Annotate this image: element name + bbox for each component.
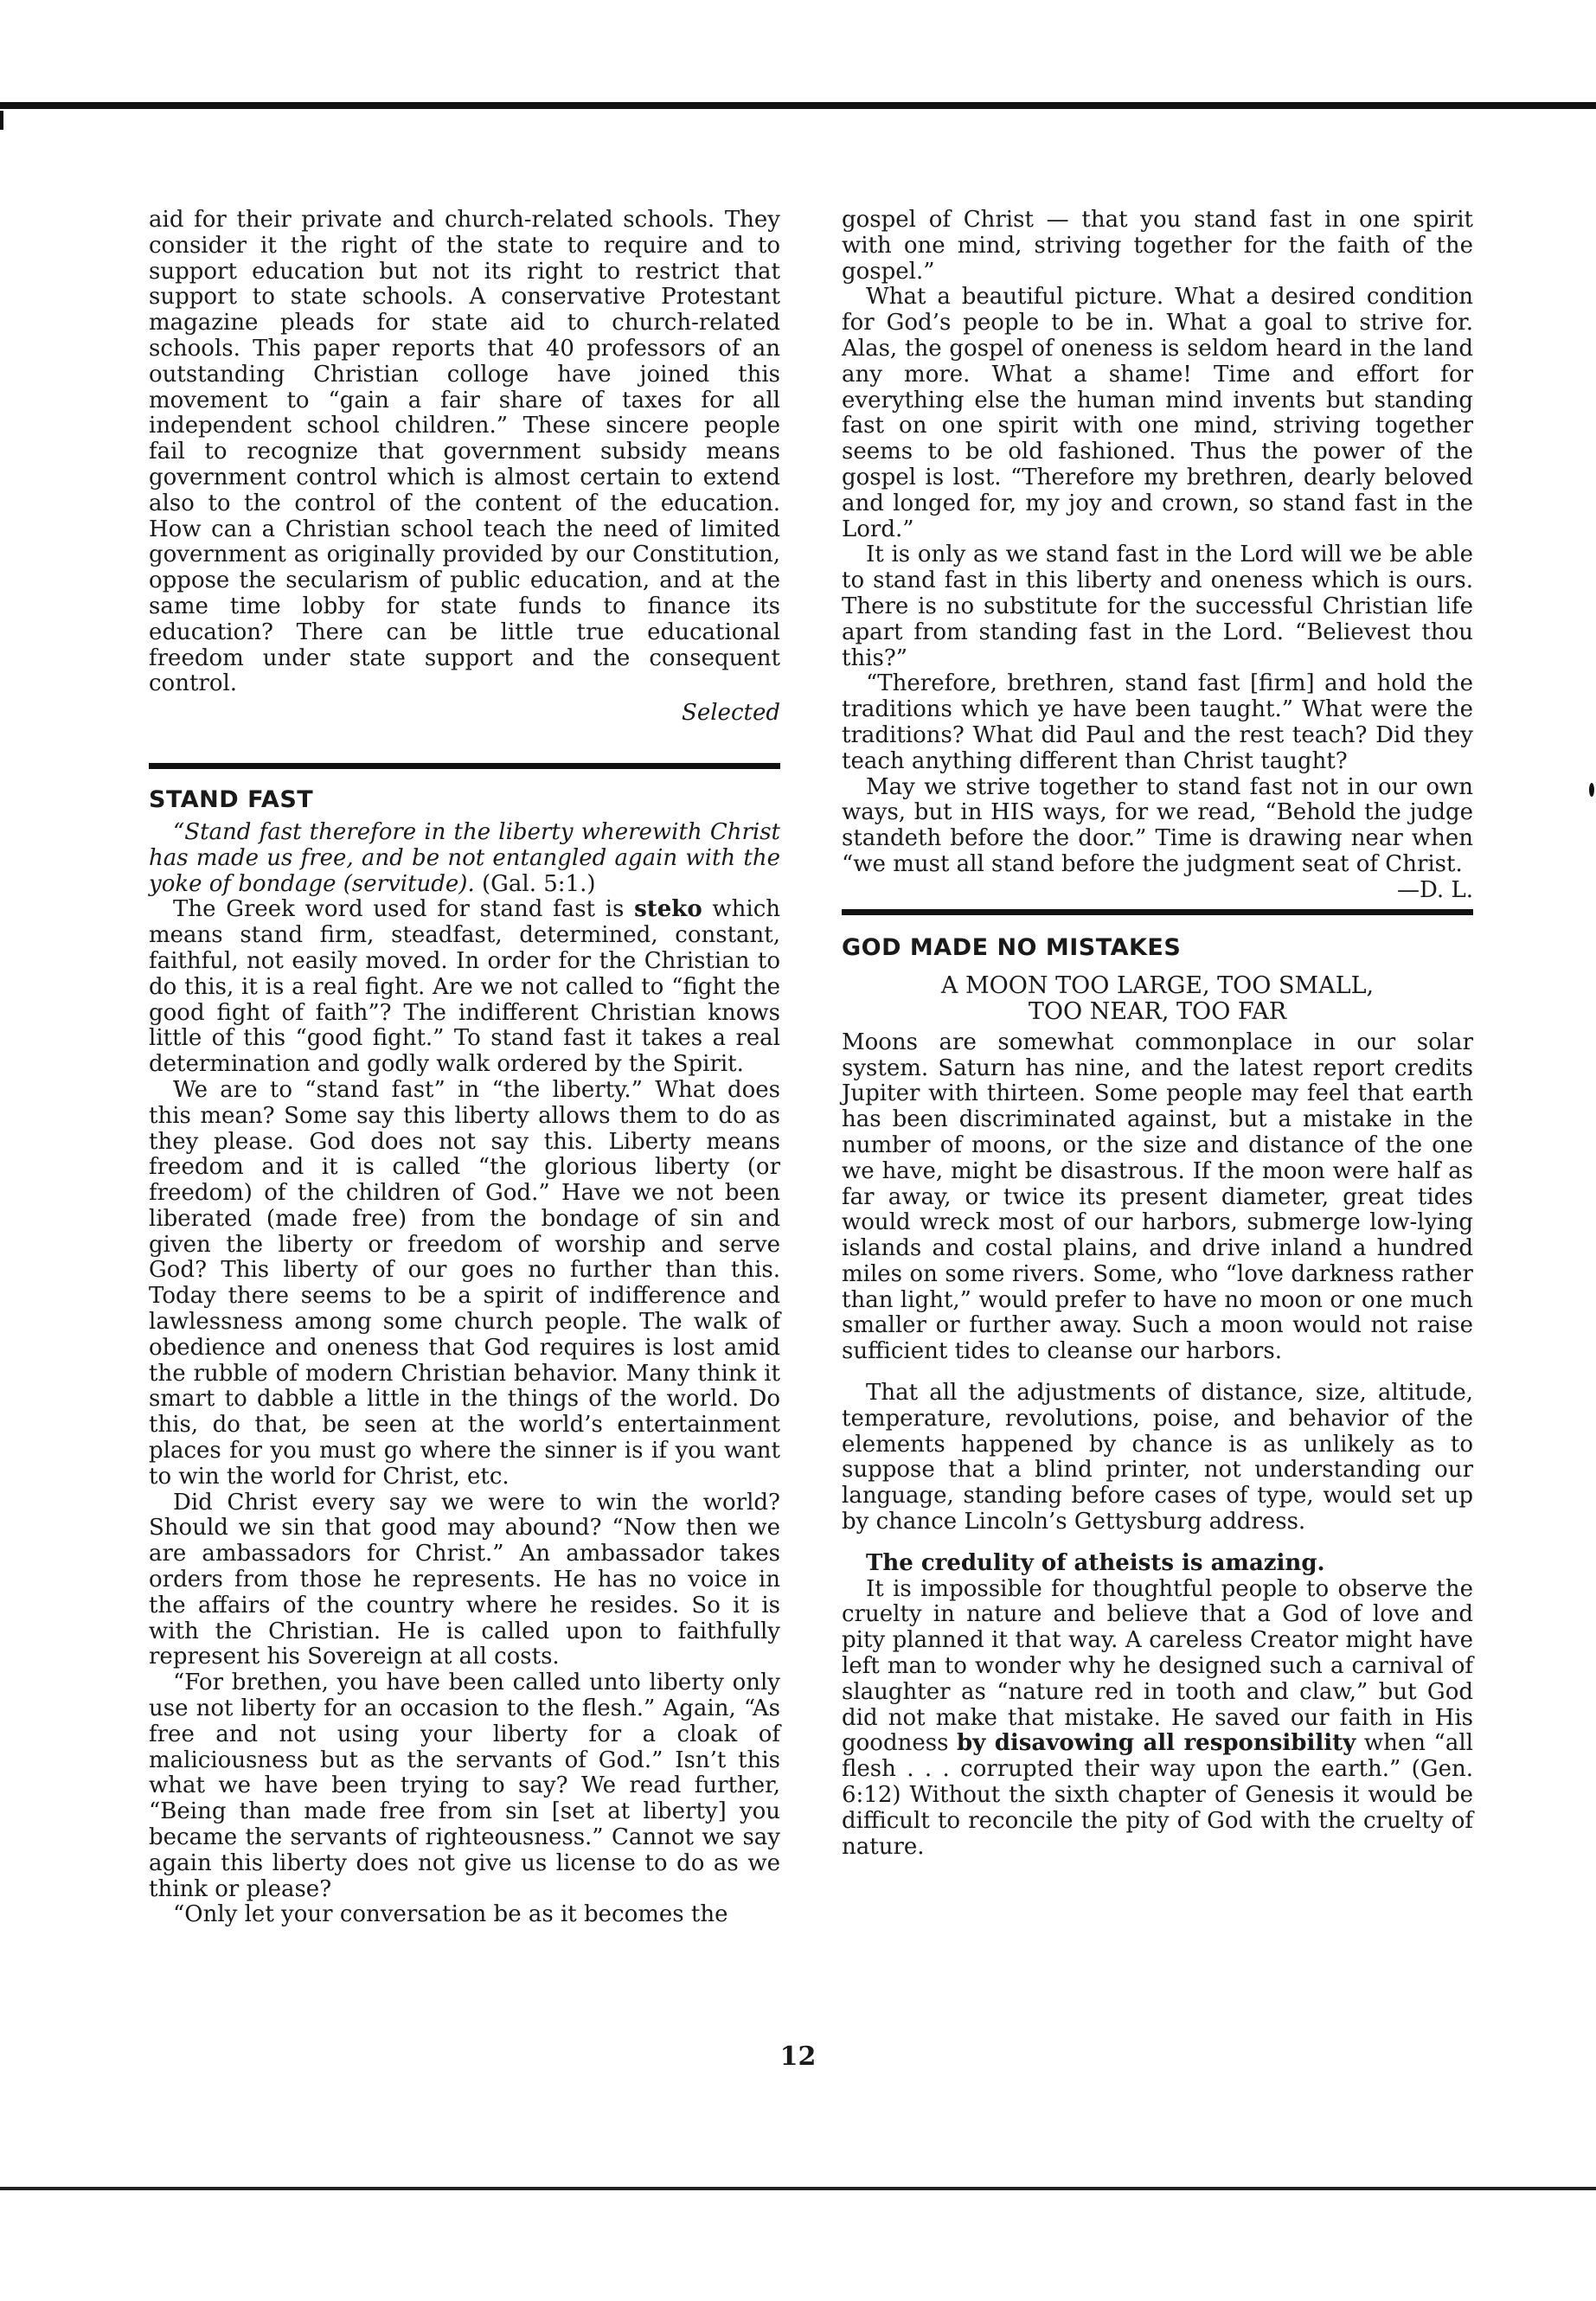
author-signature: —D. L. [1397,876,1473,903]
stand-fast-paragraph-8: “Therefore, brethren, stand fast [firm] and hold the traditions which ye have been taught.” What were the traditions? What did Paul and the rest teach? Did they teach anything different than Christ taught? [842,670,1473,774]
god-made-no-mistakes-heading: GOD MADE NO MISTAKES [842,933,1182,961]
left-column [149,208,780,1928]
right-column [842,208,1473,1860]
stand-fast-paragraph-6: What a beautiful picture. What a desired condition for God’s people to be in. What a goal to strive for. Alas, the gospel of oneness is seldom heard in the land any more. What a shame! Time and effort for everything else the human mind invents but standing fast on one spirit with one mind, striving together seems to be old fashioned. Thus the power of the gospel is lost. “Therefore my brethren, dearly beloved and longed for, my joy and crown, so stand fast in the Lord.” [842,284,1473,542]
stand-fast-heading: STAND FAST [149,785,314,813]
scripture-reference: (Gal. 5:1.) [474,870,596,897]
stand-fast-paragraph-2: We are to “stand fast” in “the liberty.” What does this mean? Some say this liberty allows them to do as they please. God does not say this. Liberty means freedom and it is called “the glorious liberty (or freedom) of the children of God.” Have we not been liberated (made free) from the bondage of sin and given the liberty or freedom of worship and serve God? This liberty of our goes no further than this. Today there seems to be a spirit of indifference and lawlessness among some church people. The walk of obedience and oneness that God requires is lost amid the rubble of modern Christian behavior. Many think it smart to dabble a little in the things of the world. Do this, do that, be seen at the world’s entertainment places for you must go where the sinner is if you want to win the world for Christ, etc. [149,1076,780,1490]
stand-fast-scripture [149,820,780,897]
p1-text-a: The Greek word used for stand fast is [173,896,635,923]
credulity-lead: The credulity of atheists is amazing. [866,1549,1325,1576]
moon-paragraph-3 [842,1577,1473,1861]
intro-signature: Selected [682,700,780,727]
moon-paragraph-3-lead [842,1551,1473,1577]
continuation-paragraph: gospel of Christ — that you stand fast in one spirit with one mind, striving together for the faith of the gospel.” [842,207,1473,285]
moon-subheading [842,973,1473,1025]
top-border-rule [0,102,1596,109]
stand-fast-paragraph-3: Did Christ every say we were to win the world? Should we sin that good may abound? “Now then we are ambassadors for Christ.” An ambassador takes orders from those he represents. He has no voice in the affairs of the country where he resides. So it is with the Christian. He is called upon to faithfully represent his Sovereign at all costs. [149,1489,780,1670]
stand-fast-paragraph-4: “For brethen, you have been called unto liberty only use not liberty for an occasion to the flesh.” Again, “As free and not using your liberty for a cloak of maliciousness but as the servants of God.” Isn’t this what we have been trying to say? We read further, “Being than made free from sin [set at liberty] you became the servants of righteousness.” Cannot we say again this liberty does not give us license to do as we think or please? [149,1670,780,1902]
page-number: 12 [779,2041,817,2072]
intro-paragraph: aid for their private and church-related schools. They consider it the right of the state to require and to support education but not its right to restrict that support to state schools. A conservative Protestant magazine pleads for state aid to church-related schools. This paper reports that 40 professors of an outstanding Christian colloge have joined this movement to “gain a fair share of taxes for all independent school children.” These sincere people fail to recognize that government subsidy means government control which is almost certain to extend also to the control of the content of the education. How can a Christian school teach the need of limited government as originally provided by our Constitution, oppose the secularism of public education, and at the same time lobby for state funds to finance its education? There can be little true educational freedom under state support and the consequent control. [149,207,780,697]
subheading-line-2: TOO NEAR, TOO FAR [1028,997,1287,1025]
scripture-quote: “Stand fast therefore in the liberty wherewith Christ has made us free, and be not entangled again with the yoke of bondage (servitude). [149,818,780,897]
stand-fast-paragraph-5: “Only let your conversation be as it becomes the [173,1901,728,1928]
steko-term: steko [634,896,702,923]
p1-text-b: which means stand firm, steadfast, determined, constant, faithful, not easily moved. In order for the Christian to do this, it is a real fight. Are we not called to “fight the good fight of faith”? The indifferent Christian knows little of this “good fight.” To stand fast it takes a real determination and godly walk ordered by the Spirit. [149,896,781,1078]
p3-text-a: It is impossible for thoughtful people to observe the cruelty in nature and believe that a God of love and pity planned it that way. A careless Creator might have left man to wonder why he designed such a carnival of slaughter as “nature red in tooth and claw,” but God did not make that mistake. He saved our faith in His goodness [842,1575,1473,1757]
section-divider [149,763,780,769]
bottom-border-rule [0,2187,1596,2190]
stand-fast-paragraph-7: It is only as we stand fast in the Lord will we be able to stand fast in this liberty and oneness which is ours. There is no substitute for the successful Christian life apart from standing fast in the Lord. “Believest thou this?” [842,542,1473,671]
stand-fast-paragraph-1 [149,897,780,1078]
scan-edge-mark [1589,783,1594,797]
p9-text: May we strive together to stand fast not in our own ways, but in HIS ways, for we read, “Behold the judge standeth before the door.” Time is drawing near when “we must all stand before the judgment seat of Christ. [842,773,1473,877]
p3-bold-phrase: by disavowing all responsibility [957,1730,1356,1757]
p3-text-b: when “all flesh . . . corrupted their way upon the earth.” (Gen. 6:12) Without the sixth chapter of Genesis it would be difficult to reconcile the pity of God with the cruelty of nature. [842,1730,1473,1860]
moon-paragraph-2: That all the adjustments of distance, size, altitude, temperature, revolutions, poise, and behavior of the elements happened by chance is as unlikely as to suppose that a blind printer, not understanding our language, standing before cases of type, would set up by chance Lincoln’s Gettysburg address. [842,1380,1473,1535]
stand-fast-paragraph-9 [842,773,1473,903]
section-divider [842,909,1473,915]
moon-paragraph-1: Moons are somewhat commonplace in our solar system. Saturn has nine, and the latest report credits Jupiter with thirteen. Some people may feel that earth has been discriminated against, but a mistake in the number of moons, or the size and distance of the one we have, might be disastrous. If the moon were half as far away, or twice its present diameter, great tides would wreck most of our harbors, submerge low-lying islands and costal plains, and drive inland a hundred miles on some rivers. Some, who “love darkness rather than light,” would prefer to have no moon or one much smaller or further away. Such a moon would not raise sufficient tides to cleanse our harbors. [842,1029,1473,1365]
scan-edge-mark [0,111,3,130]
subheading-line-1: A MOON TOO LARGE, TOO SMALL, [940,971,1375,999]
